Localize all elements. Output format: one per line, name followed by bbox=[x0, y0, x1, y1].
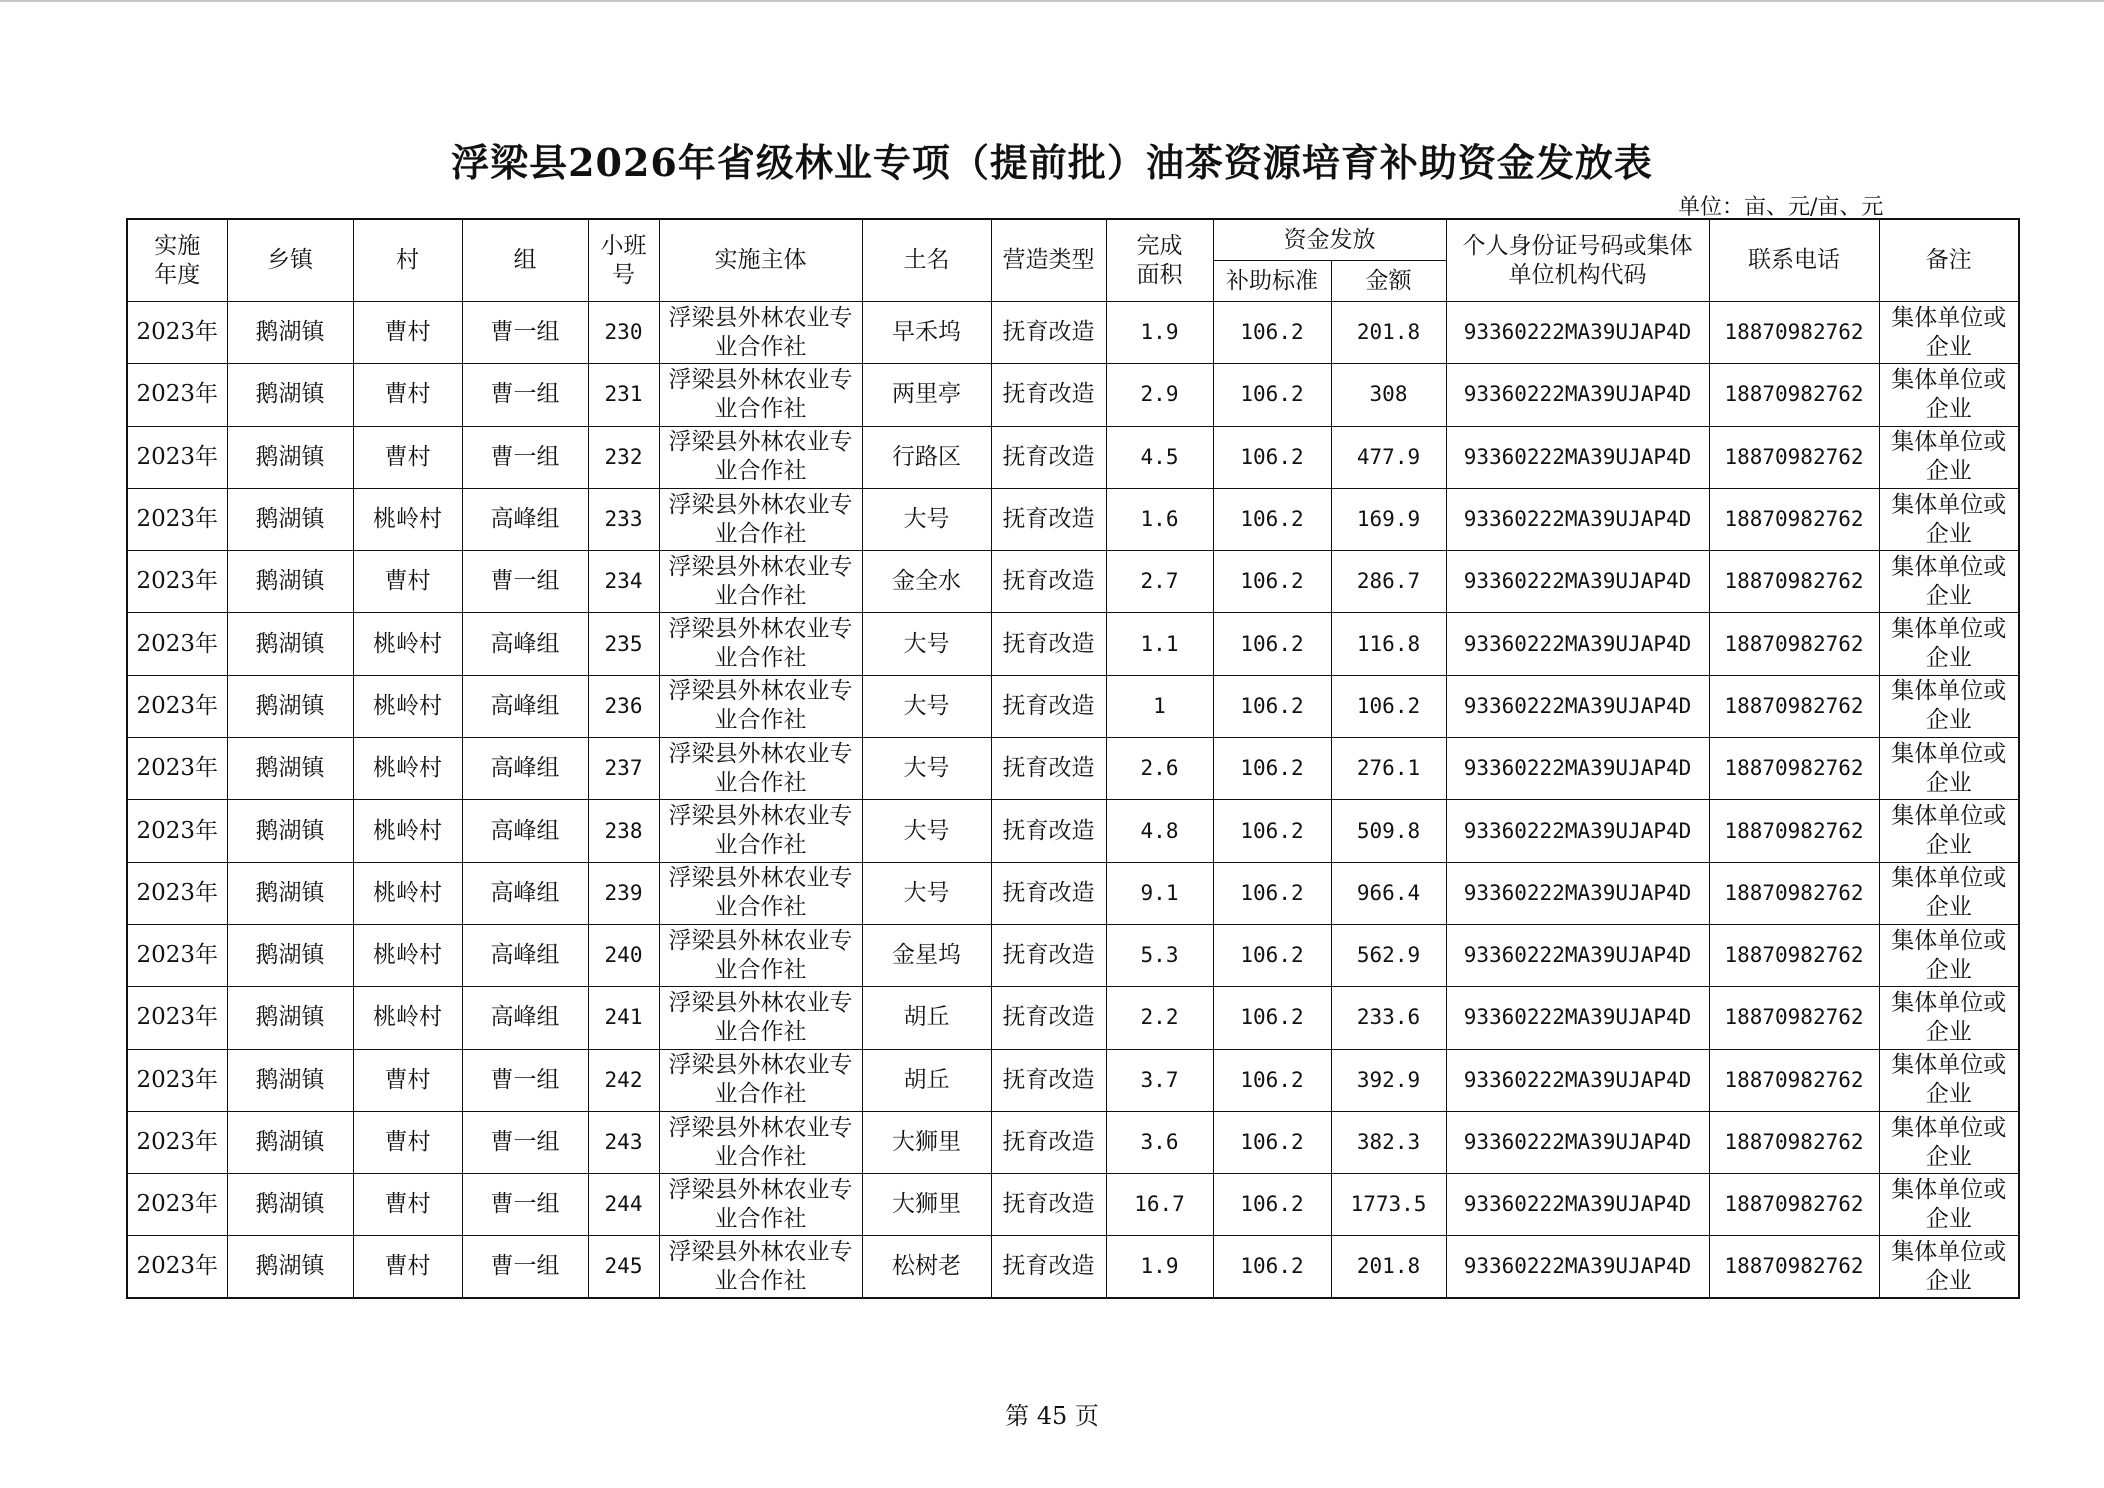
cell-standard: 106.2 bbox=[1213, 862, 1331, 924]
cell-remark: 集体单位或企业 bbox=[1879, 364, 2019, 426]
cell-entity: 浮梁县外林农业专业合作社 bbox=[659, 551, 862, 613]
cell-plot: 231 bbox=[588, 364, 659, 426]
cell-amount: 276.1 bbox=[1331, 738, 1446, 800]
cell-group: 曹一组 bbox=[462, 364, 588, 426]
cell-entity: 浮梁县外林农业专业合作社 bbox=[659, 488, 862, 550]
cell-id: 93360222MA39UJAP4D bbox=[1446, 987, 1709, 1049]
table-row bbox=[127, 987, 2019, 1049]
table-row bbox=[127, 675, 2019, 737]
table-row bbox=[127, 302, 2019, 364]
cell-place: 金全水 bbox=[862, 551, 991, 613]
cell-id: 93360222MA39UJAP4D bbox=[1446, 675, 1709, 737]
cell-area: 3.7 bbox=[1106, 1049, 1213, 1111]
cell-area: 4.8 bbox=[1106, 800, 1213, 862]
cell-amount: 308 bbox=[1331, 364, 1446, 426]
cell-entity: 浮梁县外林农业专业合作社 bbox=[659, 1111, 862, 1173]
cell-year: 2023年 bbox=[127, 987, 227, 1049]
cell-year: 2023年 bbox=[127, 613, 227, 675]
cell-town: 鹅湖镇 bbox=[227, 1111, 353, 1173]
cell-id: 93360222MA39UJAP4D bbox=[1446, 426, 1709, 488]
cell-group: 曹一组 bbox=[462, 551, 588, 613]
cell-village: 桃岭村 bbox=[353, 987, 462, 1049]
cell-remark: 集体单位或企业 bbox=[1879, 675, 2019, 737]
cell-plot: 234 bbox=[588, 551, 659, 613]
cell-amount: 286.7 bbox=[1331, 551, 1446, 613]
cell-area: 2.2 bbox=[1106, 987, 1213, 1049]
cell-year: 2023年 bbox=[127, 1049, 227, 1111]
cell-place: 金星坞 bbox=[862, 924, 991, 986]
cell-area: 5.3 bbox=[1106, 924, 1213, 986]
cell-area: 2.9 bbox=[1106, 364, 1213, 426]
cell-id: 93360222MA39UJAP4D bbox=[1446, 302, 1709, 364]
cell-town: 鹅湖镇 bbox=[227, 613, 353, 675]
table-row bbox=[127, 364, 2019, 426]
cell-town: 鹅湖镇 bbox=[227, 800, 353, 862]
cell-town: 鹅湖镇 bbox=[227, 302, 353, 364]
cell-area: 2.7 bbox=[1106, 551, 1213, 613]
header-year: 实施年度 bbox=[127, 219, 227, 302]
cell-year: 2023年 bbox=[127, 1111, 227, 1173]
cell-id: 93360222MA39UJAP4D bbox=[1446, 488, 1709, 550]
cell-group: 高峰组 bbox=[462, 738, 588, 800]
cell-type: 抚育改造 bbox=[991, 426, 1106, 488]
cell-area: 3.6 bbox=[1106, 1111, 1213, 1173]
cell-village: 桃岭村 bbox=[353, 738, 462, 800]
table-row bbox=[127, 613, 2019, 675]
cell-town: 鹅湖镇 bbox=[227, 738, 353, 800]
cell-entity: 浮梁县外林农业专业合作社 bbox=[659, 613, 862, 675]
cell-plot: 235 bbox=[588, 613, 659, 675]
cell-phone: 18870982762 bbox=[1709, 364, 1879, 426]
cell-standard: 106.2 bbox=[1213, 924, 1331, 986]
cell-group: 曹一组 bbox=[462, 426, 588, 488]
cell-entity: 浮梁县外林农业专业合作社 bbox=[659, 302, 862, 364]
cell-place: 胡丘 bbox=[862, 1049, 991, 1111]
cell-group: 高峰组 bbox=[462, 924, 588, 986]
cell-village: 桃岭村 bbox=[353, 800, 462, 862]
header-amount: 金额 bbox=[1331, 261, 1446, 302]
table-row bbox=[127, 1111, 2019, 1173]
cell-standard: 106.2 bbox=[1213, 364, 1331, 426]
cell-area: 1.1 bbox=[1106, 613, 1213, 675]
table-row bbox=[127, 1049, 2019, 1111]
cell-phone: 18870982762 bbox=[1709, 426, 1879, 488]
cell-id: 93360222MA39UJAP4D bbox=[1446, 1049, 1709, 1111]
cell-amount: 201.8 bbox=[1331, 1236, 1446, 1298]
table-row bbox=[127, 551, 2019, 613]
cell-type: 抚育改造 bbox=[991, 987, 1106, 1049]
cell-town: 鹅湖镇 bbox=[227, 488, 353, 550]
cell-amount: 1773.5 bbox=[1331, 1174, 1446, 1236]
cell-type: 抚育改造 bbox=[991, 1111, 1106, 1173]
cell-phone: 18870982762 bbox=[1709, 987, 1879, 1049]
cell-phone: 18870982762 bbox=[1709, 1049, 1879, 1111]
cell-plot: 232 bbox=[588, 426, 659, 488]
cell-plot: 239 bbox=[588, 862, 659, 924]
cell-entity: 浮梁县外林农业专业合作社 bbox=[659, 364, 862, 426]
cell-area: 1 bbox=[1106, 675, 1213, 737]
table-row bbox=[127, 1236, 2019, 1298]
cell-year: 2023年 bbox=[127, 862, 227, 924]
document-title: 浮梁县2026年省级林业专项（提前批）油茶资源培育补助资金发放表 bbox=[451, 140, 1653, 185]
header-area: 完成面积 bbox=[1106, 219, 1213, 302]
cell-standard: 106.2 bbox=[1213, 1049, 1331, 1111]
cell-remark: 集体单位或企业 bbox=[1879, 1174, 2019, 1236]
cell-amount: 169.9 bbox=[1331, 488, 1446, 550]
cell-remark: 集体单位或企业 bbox=[1879, 488, 2019, 550]
cell-amount: 201.8 bbox=[1331, 302, 1446, 364]
cell-group: 高峰组 bbox=[462, 862, 588, 924]
cell-place: 大狮里 bbox=[862, 1174, 991, 1236]
cell-type: 抚育改造 bbox=[991, 551, 1106, 613]
table-row bbox=[127, 426, 2019, 488]
cell-year: 2023年 bbox=[127, 924, 227, 986]
cell-type: 抚育改造 bbox=[991, 1174, 1106, 1236]
cell-phone: 18870982762 bbox=[1709, 613, 1879, 675]
cell-village: 曹村 bbox=[353, 302, 462, 364]
cell-plot: 230 bbox=[588, 302, 659, 364]
cell-amount: 233.6 bbox=[1331, 987, 1446, 1049]
cell-area: 4.5 bbox=[1106, 426, 1213, 488]
header-phone: 联系电话 bbox=[1709, 219, 1879, 302]
header-place: 土名 bbox=[862, 219, 991, 302]
cell-entity: 浮梁县外林农业专业合作社 bbox=[659, 738, 862, 800]
header-entity: 实施主体 bbox=[659, 219, 862, 302]
cell-village: 曹村 bbox=[353, 1049, 462, 1111]
cell-village: 曹村 bbox=[353, 364, 462, 426]
cell-remark: 集体单位或企业 bbox=[1879, 1049, 2019, 1111]
cell-standard: 106.2 bbox=[1213, 1236, 1331, 1298]
header-group: 组 bbox=[462, 219, 588, 302]
cell-type: 抚育改造 bbox=[991, 675, 1106, 737]
cell-village: 曹村 bbox=[353, 1111, 462, 1173]
cell-standard: 106.2 bbox=[1213, 1174, 1331, 1236]
cell-entity: 浮梁县外林农业专业合作社 bbox=[659, 987, 862, 1049]
cell-standard: 106.2 bbox=[1213, 738, 1331, 800]
cell-remark: 集体单位或企业 bbox=[1879, 987, 2019, 1049]
unit-note: 单位：亩、元/亩、元 bbox=[1678, 195, 1884, 220]
cell-village: 曹村 bbox=[353, 1236, 462, 1298]
cell-entity: 浮梁县外林农业专业合作社 bbox=[659, 1174, 862, 1236]
cell-phone: 18870982762 bbox=[1709, 924, 1879, 986]
cell-town: 鹅湖镇 bbox=[227, 1174, 353, 1236]
cell-year: 2023年 bbox=[127, 800, 227, 862]
cell-standard: 106.2 bbox=[1213, 800, 1331, 862]
cell-year: 2023年 bbox=[127, 488, 227, 550]
cell-area: 1.9 bbox=[1106, 1236, 1213, 1298]
cell-type: 抚育改造 bbox=[991, 613, 1106, 675]
cell-type: 抚育改造 bbox=[991, 800, 1106, 862]
cell-area: 2.6 bbox=[1106, 738, 1213, 800]
cell-id: 93360222MA39UJAP4D bbox=[1446, 1174, 1709, 1236]
cell-plot: 240 bbox=[588, 924, 659, 986]
cell-year: 2023年 bbox=[127, 1236, 227, 1298]
cell-phone: 18870982762 bbox=[1709, 862, 1879, 924]
cell-phone: 18870982762 bbox=[1709, 738, 1879, 800]
cell-town: 鹅湖镇 bbox=[227, 426, 353, 488]
cell-plot: 237 bbox=[588, 738, 659, 800]
page-number: 第 45 页 bbox=[1005, 1402, 1099, 1430]
cell-group: 曹一组 bbox=[462, 302, 588, 364]
cell-town: 鹅湖镇 bbox=[227, 1049, 353, 1111]
cell-remark: 集体单位或企业 bbox=[1879, 613, 2019, 675]
cell-phone: 18870982762 bbox=[1709, 1236, 1879, 1298]
cell-type: 抚育改造 bbox=[991, 1049, 1106, 1111]
cell-standard: 106.2 bbox=[1213, 551, 1331, 613]
cell-id: 93360222MA39UJAP4D bbox=[1446, 800, 1709, 862]
cell-amount: 106.2 bbox=[1331, 675, 1446, 737]
cell-remark: 集体单位或企业 bbox=[1879, 862, 2019, 924]
table-row bbox=[127, 488, 2019, 550]
header-town: 乡镇 bbox=[227, 219, 353, 302]
header-village: 村 bbox=[353, 219, 462, 302]
cell-entity: 浮梁县外林农业专业合作社 bbox=[659, 862, 862, 924]
subsidy-table bbox=[126, 218, 2020, 1299]
cell-plot: 242 bbox=[588, 1049, 659, 1111]
cell-area: 1.6 bbox=[1106, 488, 1213, 550]
cell-town: 鹅湖镇 bbox=[227, 862, 353, 924]
cell-id: 93360222MA39UJAP4D bbox=[1446, 1111, 1709, 1173]
cell-remark: 集体单位或企业 bbox=[1879, 738, 2019, 800]
cell-amount: 509.8 bbox=[1331, 800, 1446, 862]
cell-remark: 集体单位或企业 bbox=[1879, 1236, 2019, 1298]
cell-phone: 18870982762 bbox=[1709, 302, 1879, 364]
cell-standard: 106.2 bbox=[1213, 613, 1331, 675]
cell-town: 鹅湖镇 bbox=[227, 364, 353, 426]
cell-phone: 18870982762 bbox=[1709, 551, 1879, 613]
cell-place: 胡丘 bbox=[862, 987, 991, 1049]
cell-place: 早禾坞 bbox=[862, 302, 991, 364]
cell-plot: 243 bbox=[588, 1111, 659, 1173]
table-row bbox=[127, 924, 2019, 986]
cell-place: 行路区 bbox=[862, 426, 991, 488]
cell-phone: 18870982762 bbox=[1709, 675, 1879, 737]
cell-year: 2023年 bbox=[127, 675, 227, 737]
cell-remark: 集体单位或企业 bbox=[1879, 426, 2019, 488]
cell-type: 抚育改造 bbox=[991, 1236, 1106, 1298]
top-rule bbox=[0, 0, 2104, 2]
cell-village: 曹村 bbox=[353, 551, 462, 613]
cell-place: 大号 bbox=[862, 675, 991, 737]
cell-place: 大号 bbox=[862, 613, 991, 675]
cell-id: 93360222MA39UJAP4D bbox=[1446, 1236, 1709, 1298]
cell-group: 高峰组 bbox=[462, 800, 588, 862]
cell-id: 93360222MA39UJAP4D bbox=[1446, 364, 1709, 426]
cell-standard: 106.2 bbox=[1213, 675, 1331, 737]
cell-town: 鹅湖镇 bbox=[227, 1236, 353, 1298]
cell-standard: 106.2 bbox=[1213, 987, 1331, 1049]
cell-village: 桃岭村 bbox=[353, 862, 462, 924]
cell-phone: 18870982762 bbox=[1709, 488, 1879, 550]
cell-remark: 集体单位或企业 bbox=[1879, 302, 2019, 364]
cell-amount: 392.9 bbox=[1331, 1049, 1446, 1111]
cell-group: 高峰组 bbox=[462, 987, 588, 1049]
cell-type: 抚育改造 bbox=[991, 924, 1106, 986]
cell-place: 大号 bbox=[862, 488, 991, 550]
cell-remark: 集体单位或企业 bbox=[1879, 800, 2019, 862]
cell-group: 高峰组 bbox=[462, 488, 588, 550]
cell-id: 93360222MA39UJAP4D bbox=[1446, 613, 1709, 675]
cell-entity: 浮梁县外林农业专业合作社 bbox=[659, 1236, 862, 1298]
cell-year: 2023年 bbox=[127, 426, 227, 488]
cell-amount: 382.3 bbox=[1331, 1111, 1446, 1173]
cell-phone: 18870982762 bbox=[1709, 800, 1879, 862]
cell-remark: 集体单位或企业 bbox=[1879, 924, 2019, 986]
cell-village: 桃岭村 bbox=[353, 675, 462, 737]
cell-area: 16.7 bbox=[1106, 1174, 1213, 1236]
cell-type: 抚育改造 bbox=[991, 364, 1106, 426]
cell-year: 2023年 bbox=[127, 1174, 227, 1236]
cell-group: 曹一组 bbox=[462, 1174, 588, 1236]
cell-village: 桃岭村 bbox=[353, 488, 462, 550]
cell-id: 93360222MA39UJAP4D bbox=[1446, 924, 1709, 986]
cell-id: 93360222MA39UJAP4D bbox=[1446, 738, 1709, 800]
table-row bbox=[127, 738, 2019, 800]
cell-group: 曹一组 bbox=[462, 1049, 588, 1111]
cell-year: 2023年 bbox=[127, 551, 227, 613]
cell-type: 抚育改造 bbox=[991, 488, 1106, 550]
cell-year: 2023年 bbox=[127, 364, 227, 426]
cell-area: 1.9 bbox=[1106, 302, 1213, 364]
cell-place: 两里亭 bbox=[862, 364, 991, 426]
cell-entity: 浮梁县外林农业专业合作社 bbox=[659, 1049, 862, 1111]
cell-town: 鹅湖镇 bbox=[227, 551, 353, 613]
cell-village: 桃岭村 bbox=[353, 924, 462, 986]
cell-entity: 浮梁县外林农业专业合作社 bbox=[659, 924, 862, 986]
table-row bbox=[127, 1174, 2019, 1236]
cell-place: 大号 bbox=[862, 738, 991, 800]
header-remark: 备注 bbox=[1879, 219, 2019, 302]
cell-standard: 106.2 bbox=[1213, 1111, 1331, 1173]
cell-amount: 966.4 bbox=[1331, 862, 1446, 924]
cell-phone: 18870982762 bbox=[1709, 1174, 1879, 1236]
cell-type: 抚育改造 bbox=[991, 302, 1106, 364]
cell-entity: 浮梁县外林农业专业合作社 bbox=[659, 800, 862, 862]
cell-area: 9.1 bbox=[1106, 862, 1213, 924]
cell-amount: 477.9 bbox=[1331, 426, 1446, 488]
cell-plot: 245 bbox=[588, 1236, 659, 1298]
cell-id: 93360222MA39UJAP4D bbox=[1446, 551, 1709, 613]
cell-village: 曹村 bbox=[353, 1174, 462, 1236]
cell-standard: 106.2 bbox=[1213, 426, 1331, 488]
cell-plot: 241 bbox=[588, 987, 659, 1049]
header-standard: 补助标准 bbox=[1213, 261, 1331, 302]
cell-town: 鹅湖镇 bbox=[227, 987, 353, 1049]
header-funds: 资金发放 bbox=[1213, 219, 1446, 261]
cell-entity: 浮梁县外林农业专业合作社 bbox=[659, 426, 862, 488]
cell-amount: 562.9 bbox=[1331, 924, 1446, 986]
cell-amount: 116.8 bbox=[1331, 613, 1446, 675]
table-row bbox=[127, 862, 2019, 924]
cell-plot: 244 bbox=[588, 1174, 659, 1236]
cell-group: 高峰组 bbox=[462, 613, 588, 675]
cell-place: 大狮里 bbox=[862, 1111, 991, 1173]
cell-entity: 浮梁县外林农业专业合作社 bbox=[659, 675, 862, 737]
cell-group: 曹一组 bbox=[462, 1236, 588, 1298]
cell-remark: 集体单位或企业 bbox=[1879, 551, 2019, 613]
header-type: 营造类型 bbox=[991, 219, 1106, 302]
table-body bbox=[127, 302, 2019, 1299]
cell-type: 抚育改造 bbox=[991, 738, 1106, 800]
cell-place: 大号 bbox=[862, 800, 991, 862]
cell-place: 松树老 bbox=[862, 1236, 991, 1298]
cell-plot: 233 bbox=[588, 488, 659, 550]
cell-standard: 106.2 bbox=[1213, 302, 1331, 364]
cell-remark: 集体单位或企业 bbox=[1879, 1111, 2019, 1173]
cell-plot: 238 bbox=[588, 800, 659, 862]
cell-group: 高峰组 bbox=[462, 675, 588, 737]
cell-plot: 236 bbox=[588, 675, 659, 737]
cell-village: 曹村 bbox=[353, 426, 462, 488]
cell-group: 曹一组 bbox=[462, 1111, 588, 1173]
cell-phone: 18870982762 bbox=[1709, 1111, 1879, 1173]
cell-type: 抚育改造 bbox=[991, 862, 1106, 924]
cell-place: 大号 bbox=[862, 862, 991, 924]
header-id: 个人身份证号码或集体单位机构代码 bbox=[1446, 219, 1709, 302]
cell-standard: 106.2 bbox=[1213, 488, 1331, 550]
cell-year: 2023年 bbox=[127, 738, 227, 800]
cell-town: 鹅湖镇 bbox=[227, 924, 353, 986]
cell-village: 桃岭村 bbox=[353, 613, 462, 675]
table-row bbox=[127, 800, 2019, 862]
cell-town: 鹅湖镇 bbox=[227, 675, 353, 737]
cell-year: 2023年 bbox=[127, 302, 227, 364]
cell-id: 93360222MA39UJAP4D bbox=[1446, 862, 1709, 924]
header-plot: 小班号 bbox=[588, 219, 659, 302]
